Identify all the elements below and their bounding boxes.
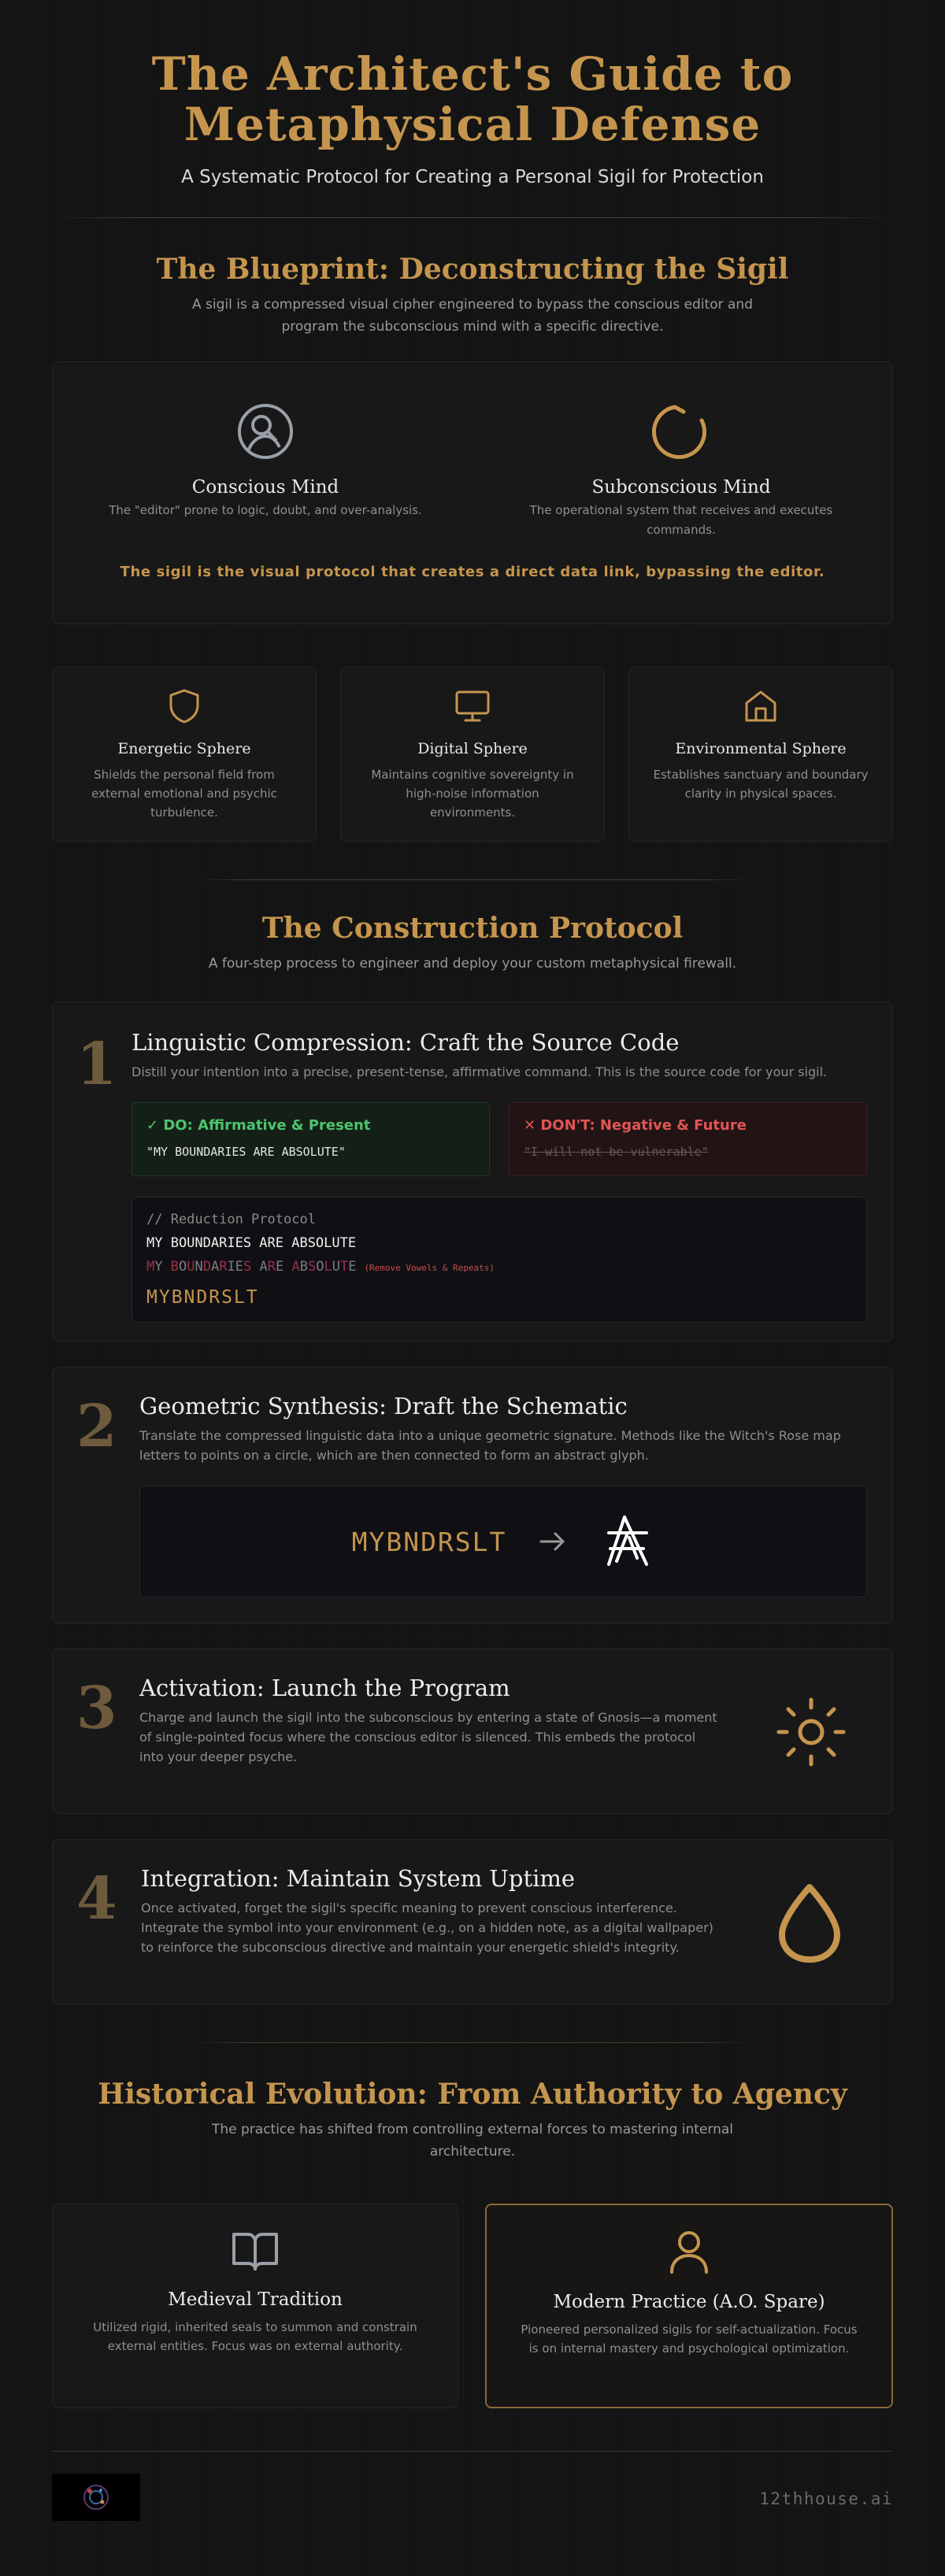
do-dont-row	[132, 1102, 867, 1176]
conscious-mind-icon	[53, 394, 478, 469]
step-number: 2	[76, 1393, 117, 1460]
step-title: Integration: Maintain System Uptime	[141, 1865, 576, 1892]
subconscious-mind-text: The operational system that receives and executes commands.	[529, 503, 833, 537]
divider	[52, 217, 893, 218]
step-body	[139, 1675, 722, 1767]
step-card-1	[52, 1001, 893, 1342]
step-text: Distill your intention into a precise, present-tense, affirmative command. This is the source code for your sigil.	[132, 1064, 828, 1079]
step-title: Geometric Synthesis: Draft the Schematic	[139, 1393, 628, 1419]
page-title-line2: Metaphysical Defense	[183, 98, 762, 151]
step-card-4	[52, 1839, 893, 2004]
spheres-row	[52, 667, 893, 842]
step-text: Once activated, forget the sigil's specific meaning to prevent conscious interference. Integrate the symbol into your environment (e.g., on a hidden note, as a digital wallpaper) to reinforce the subconscious directive and maintain your energetic shield's integrity.	[141, 1901, 713, 1955]
protocol-description: A four-step process to engineer and deploy your custom metaphysical firewall.	[208, 956, 737, 972]
blueprint-title: The Blueprint: Deconstructing the Sigil	[156, 253, 789, 286]
bypass-statement: The sigil is the visual protocol that creates a direct data link, bypassing the editor.	[120, 564, 825, 580]
check-icon: ✓	[146, 1117, 164, 1134]
dont-example: "I will not be vulnerable"	[524, 1145, 709, 1159]
sphere-title: Digital Sphere	[417, 740, 528, 757]
compressed-word: MYBNDRSLT	[351, 1526, 507, 1557]
history-cards	[52, 2204, 893, 2408]
shield-icon	[167, 688, 202, 724]
footer-divider	[52, 2451, 893, 2452]
dont-box	[509, 1102, 867, 1176]
history-description: The practice has shifted from controlling external forces to mastering internal architecture.	[211, 2122, 734, 2160]
conscious-mind-text: The "editor" prone to logic, doubt, and over-analysis.	[109, 503, 422, 517]
sphere-text: Establishes sanctuary and boundary clarity in physical spaces.	[653, 768, 869, 801]
code-comment: // Reduction Protocol	[146, 1212, 316, 1227]
sphere-card-digital	[340, 667, 605, 842]
x-icon: ✕	[524, 1117, 541, 1134]
page-subtitle: A Systematic Protocol for Creating a Personal Sigil for Protection	[181, 167, 764, 187]
logo-emblem-icon	[80, 2482, 112, 2513]
sigil-glyph-icon	[599, 1514, 654, 1569]
synthesis-panel	[139, 1486, 867, 1597]
step-title: Linguistic Compression: Craft the Source Code	[132, 1029, 680, 1056]
history-card-modern	[485, 2204, 893, 2408]
conscious-mind	[53, 394, 478, 520]
sun-icon	[773, 1693, 850, 1771]
step-number: 4	[76, 1865, 117, 1933]
conscious-mind-title: Conscious Mind	[191, 477, 339, 498]
history-card-title: Modern Practice (A.O. Spare)	[553, 2292, 825, 2312]
sphere-text: Maintains cognitive sovereignty in high-noise information environments.	[371, 768, 574, 820]
code-phrase: MY BOUNDARIES ARE ABSOLUTE	[146, 1235, 357, 1251]
step-body	[132, 1029, 867, 1323]
book-icon	[231, 2228, 280, 2272]
do-label: DO: Affirmative & Present	[163, 1117, 371, 1134]
step-card-3	[52, 1649, 893, 1814]
divider	[194, 879, 751, 880]
protocol-section	[52, 912, 893, 2004]
sphere-title: Energetic Sphere	[117, 740, 251, 757]
dont-label: DON'T: Negative & Future	[540, 1117, 747, 1134]
home-icon	[743, 688, 779, 724]
sphere-text: Shields the personal field from external emotional and psychic turbulence.	[91, 768, 277, 820]
history-section	[52, 2078, 893, 2408]
sphere-card-environmental	[628, 667, 893, 842]
step-body	[139, 1393, 867, 1597]
reduction-code-block	[132, 1197, 867, 1323]
step-text: Translate the compressed linguistic data into a unique geometric signature. Methods like the Witch's Rose map letters to points on a circle, which are then connected to form an abstract glyph.	[139, 1428, 841, 1463]
history-title: Historical Evolution: From Authority to Agency	[98, 2078, 847, 2111]
code-result: MYBNDRSLT	[146, 1287, 259, 1308]
code-reduction-line	[146, 1259, 852, 1275]
page-title	[52, 49, 893, 150]
subconscious-mind-title: Subconscious Mind	[591, 477, 771, 498]
sphere-title: Environmental Sphere	[675, 740, 847, 757]
user-icon	[667, 2229, 711, 2274]
logo	[52, 2474, 140, 2521]
do-example: "MY BOUNDARIES ARE ABSOLUTE"	[146, 1145, 346, 1159]
arrow-right-icon	[538, 1530, 568, 1553]
page-title-line1: The Architect's Guide to	[151, 47, 794, 101]
subconscious-mind	[469, 394, 894, 540]
blueprint-description: A sigil is a compressed visual cipher engineered to bypass the conscious editor and program the subconscious mind with a specific directive.	[191, 297, 753, 335]
sphere-card-energetic	[52, 667, 317, 842]
history-card-title: Medieval Tradition	[168, 2289, 343, 2310]
hero	[52, 0, 893, 187]
code-note: (Remove Vowels & Repeats)	[364, 1263, 495, 1273]
history-card-text: Utilized rigid, inherited seals to summon and constrain external entities. Focus was on external authority.	[93, 2320, 417, 2353]
monitor-icon	[454, 688, 491, 724]
droplet-icon	[773, 1882, 847, 1964]
subconscious-mind-icon	[469, 394, 894, 469]
step-title: Activation: Launch the Program	[139, 1675, 510, 1701]
step-card-2	[52, 1367, 893, 1623]
step-text: Charge and launch the sigil into the subconscious by entering a state of Gnosis—a moment of single-pointed focus where the conscious editor is silenced. This embeds the protocol into your deeper psyche.	[139, 1710, 717, 1764]
protocol-title: The Construction Protocol	[261, 912, 684, 945]
step-number: 1	[76, 1031, 117, 1098]
minds-card	[52, 361, 893, 624]
history-card-text: Pioneered personalized sigils for self-actualization. Focus is on internal mastery and psychological optimization.	[521, 2322, 858, 2356]
blueprint-section	[52, 253, 893, 842]
history-card-medieval	[52, 2204, 458, 2408]
step-number: 3	[76, 1675, 117, 1742]
code-reduction-text: MY BOUNDARIES ARE ABSOLUTE	[146, 1259, 357, 1275]
divider	[194, 2042, 751, 2043]
brand-link[interactable]: 12thhouse.ai	[759, 2489, 893, 2508]
step-body	[141, 1865, 724, 1957]
do-box	[132, 1102, 490, 1176]
